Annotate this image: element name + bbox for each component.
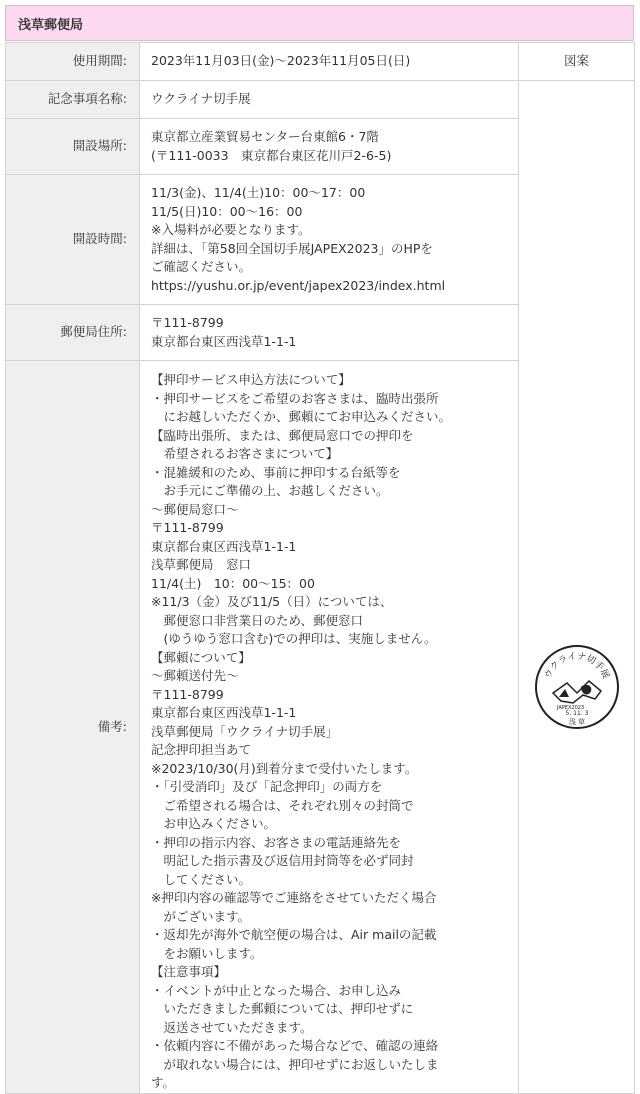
hours-label: 開設時間:: [6, 175, 140, 305]
remarks-line: (ゆうゆう窓口含む)での押印は、実施しません。: [151, 631, 437, 646]
remarks-line: ・押印サービスをご希望のお客さまは、臨時出張所: [151, 390, 439, 406]
remarks-line: 〜郵便局窓口〜: [151, 501, 239, 517]
remarks-line: ※押印内容の確認等でご連絡をさせていただく場合: [151, 890, 437, 905]
address-value: [140, 305, 519, 361]
remarks-line: ・押印の指示内容、お客さまの電話連絡先を: [151, 834, 402, 850]
row-period: [6, 43, 635, 81]
remarks-line: が取れない場合には、押印せずにお返しいたしま: [151, 1056, 439, 1072]
remarks-line: ・依頼内容に不備があった場合などで、確認の連絡: [151, 1038, 439, 1053]
remarks-value: [140, 361, 519, 1094]
remarks-line: 【臨時出張所、または、郵便局窓口での押印を: [151, 427, 414, 443]
remarks-line: ※11/3（金）及び11/5（日）については、: [151, 594, 393, 609]
remarks-line: 希望されるお客さまについて】: [151, 446, 339, 461]
remarks-line: 郵便窓口非営業日のため、郵便窓口: [151, 612, 364, 628]
remarks-line: お申込みください。: [151, 816, 277, 831]
remarks-line: 〒111-8799: [151, 686, 224, 702]
venue-line: (〒111-0033 東京都台東区花川戸2-6-5): [151, 147, 392, 163]
remarks-line: ご希望される場合は、それぞれ別々の封筒で: [151, 797, 414, 813]
remarks-line: いただきました郵頼については、押印せずに: [151, 1001, 414, 1016]
remarks-line: してください。: [151, 871, 252, 887]
remarks-line: 【注意事項】: [151, 964, 227, 979]
remarks-line: 【押印サービス申込方法について】: [151, 372, 351, 387]
remarks-line: をお願いします。: [151, 945, 263, 961]
hours-value: [140, 175, 519, 305]
period-label: 使用期間:: [6, 43, 140, 81]
remarks-line: 東京都台東区西浅草1-1-1: [151, 705, 297, 720]
post-office-header: [5, 5, 634, 41]
venue-line: 東京都立産業貿易センター台東館6・7階: [151, 129, 379, 144]
post-office-title: 浅草郵便局: [18, 17, 84, 33]
remarks-line: がございます。: [151, 908, 251, 924]
design-header: 図案: [519, 43, 635, 81]
remarks-line: ・返却先が海外で航空便の場合は、Air mailの記載: [151, 927, 437, 942]
remarks-line: にお越しいただくか、郵頼にてお申込みください。: [151, 409, 452, 424]
design-cell: [519, 81, 635, 1094]
remarks-line: 11/4(土) 10：00〜15：00: [151, 575, 315, 591]
stamp-office: 浅 草: [568, 717, 585, 726]
postmark-stamp-icon: [533, 643, 621, 731]
remarks-line: 返送させていただきます。: [151, 1019, 313, 1035]
hours-line: 11/5(日)10：00〜16：00: [151, 203, 303, 219]
hours-link[interactable]: https://yushu.or.jp/event/japex2023/index.html: [151, 277, 446, 293]
stamp-arc-text: ウクライナ切手展: [542, 651, 611, 681]
remarks-label: 備考:: [6, 361, 140, 1094]
row-event-name: [6, 81, 635, 119]
remarks-line: す。: [151, 1075, 176, 1090]
stamp-info-table: [5, 42, 635, 1094]
remarks-line: お手元にご準備の上、お越しください。: [151, 483, 389, 498]
remarks-line: 【郵頼について】: [151, 649, 251, 665]
hours-line: ※入場料が必要となります。: [151, 222, 311, 237]
remarks-line: 東京都台東区西浅草1-1-1: [151, 538, 297, 554]
stamp-left-text: JAPEX2023: [556, 704, 584, 711]
remarks-line: 明記した指示書及び返信用封筒等を必ず同封: [151, 853, 414, 868]
stamp-date: 5. 11. 3: [565, 709, 588, 717]
remarks-line: ※2023/10/30(月)到着分まで受付いたします。: [151, 760, 418, 776]
remarks-line: ・イベントが中止となった場合、お申し込み: [151, 982, 402, 998]
remarks-line: 記念押印担当あて: [151, 742, 252, 757]
event-name-label: 記念事項名称:: [6, 81, 140, 119]
event-name-value: ウクライナ切手展: [140, 81, 519, 119]
period-value: 2023年11月03日(金)〜2023年11月05日(日): [140, 43, 519, 81]
venue-label: 開設場所:: [6, 119, 140, 175]
address-line: 東京都台東区西浅草1-1-1: [151, 333, 297, 349]
hours-line: 詳細は、「第58回全国切手展JAPEX2023」のHPを: [151, 240, 433, 256]
remarks-line: ・混雑緩和のため、事前に押印する台紙等を: [151, 464, 401, 480]
remarks-line: ・「引受消印」及び「記念押印」の両方を: [151, 779, 383, 794]
hours-line: ご確認ください。: [151, 259, 252, 274]
hours-line: 11/3(金)、11/4(土)10：00〜17：00: [151, 185, 366, 200]
address-label: 郵便局住所:: [6, 305, 140, 361]
remarks-line: 浅草郵便局 窓口: [151, 557, 252, 572]
remarks-line: 〜郵頼送付先〜: [151, 668, 239, 683]
remarks-line: 〒111-8799: [151, 520, 224, 535]
venue-value: [140, 119, 519, 175]
address-line: 〒111-8799: [151, 315, 224, 330]
remarks-line: 浅草郵便局「ウクライナ切手展」: [151, 723, 339, 739]
